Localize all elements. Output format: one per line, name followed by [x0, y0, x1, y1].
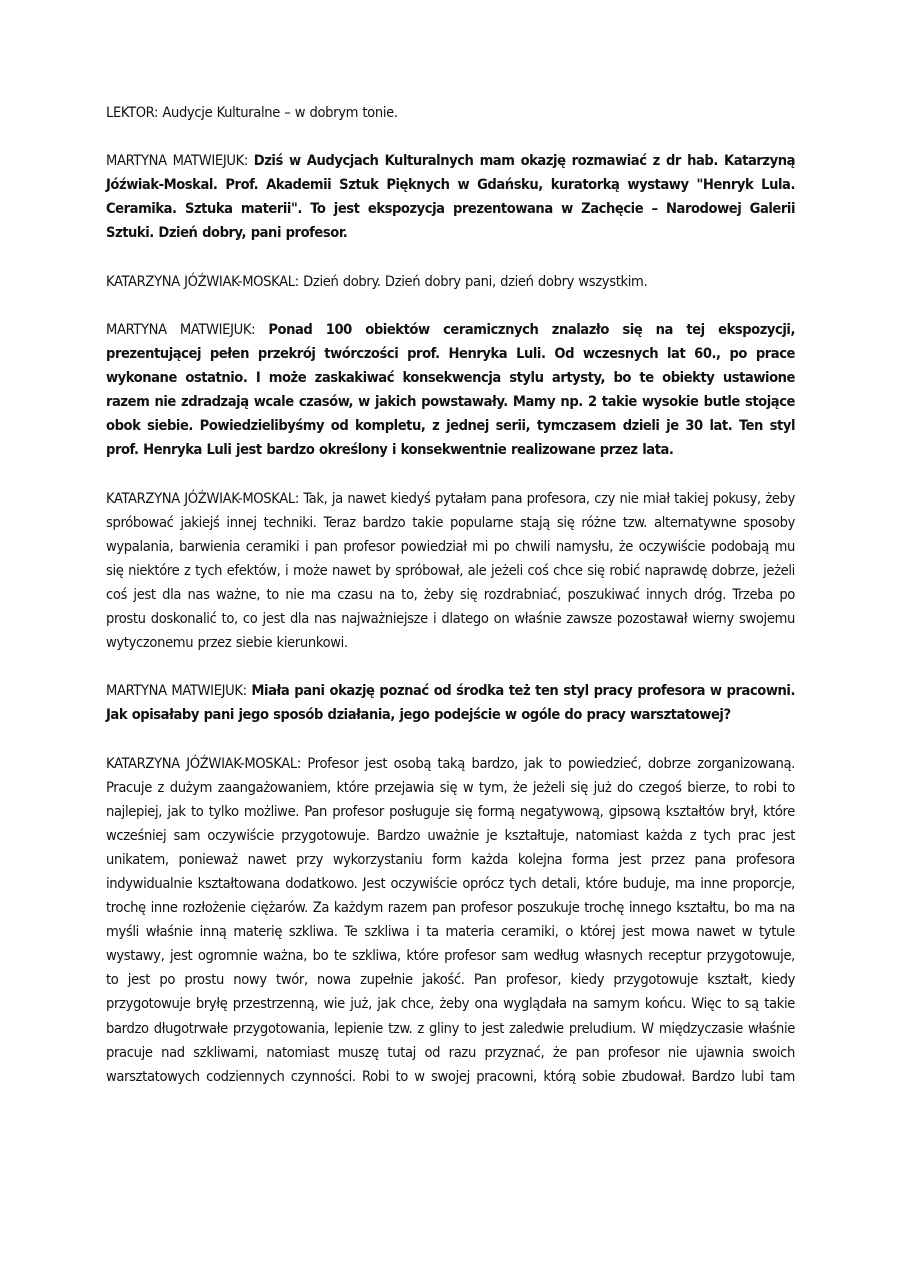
- document-page: [106, 101, 795, 1113]
- speaker-label: KATARZYNA JÓŹWIAK-MOSKAL:: [106, 754, 301, 772]
- speaker-label: MARTYNA MATWIEJUK:: [106, 320, 256, 338]
- paragraph-text: Tak, ja nawet kiedyś pytałam pana profesora, czy nie miał takiej pokusy, żeby spróbować jakiejś innej techniki. Teraz bardzo takie popularne stają się różne tzw. alternatywne sposoby wypalania, barwienia ceramiki i pan profesor powiedział mi po chwili namysłu, że oczywiście podobają mu się niektóre z tych efektów, i może nawet by spróbował, ale jeżeli coś chce się robić naprawdę dobrze, jeżeli coś jest dla nas ważne, to nie ma czasu na to, żeby się rozdrabniać, poszukiwać innych dróg. Trzeba po prostu doskonalić to, co jest dla nas najważniejsze i dlatego on właśnie zawsze pozostawał wierny swojemu wytyczonemu przez siebie kierunkowi.: [106, 489, 796, 652]
- paragraph-text: Ponad 100 obiektów ceramicznych znalazło się na tej ekspozycji, prezentującej pełen przekrój twórczości prof. Henryka Luli. Od wczesnych lat 60., po prace wykonane ostatnio. I może zaskakiwać konsekwencja stylu artysty, bo te obiekty ustawione razem nie zdradzają wcale czasów, w jakich powstawały. Mamy np. 2 takie wysokie butle stojące obok siebie. Powiedzielibyśmy od kompletu, z jednej serii, tymczasem dzieli je 30 lat. Ten styl prof. Henryka Luli jest bardzo określony i konsekwentnie realizowane przez lata.: [106, 320, 795, 459]
- paragraph-lektor-intro: [106, 101, 795, 125]
- paragraph-guest-answer-2: [106, 487, 795, 656]
- speaker-label: KATARZYNA JÓŹWIAK-MOSKAL:: [106, 272, 299, 290]
- paragraph-text: Profesor jest osobą taką bardzo, jak to powiedzieć, dobrze zorganizowaną. Pracuje z dużym zaangażowaniem, które przejawia się w tym, że jeżeli się już do czegoś bierze, to robi to najlepiej, jak to tylko możliwe. Pan profesor posługuje się formą negatywową, gipsową kształtów brył, które wcześniej sam oczywiście przygotowuje. Bardzo uważnie je kształtuje, natomiast każda z tych prac jest unikatem, ponieważ nawet przy wykorzystaniu form każda kolejna forma jest przez pana profesora indywidualnie kształtowana dodatkowo. Jest oczywiście oprócz tych detali, które buduje, ma inne proporcje, trochę inne rozłożenie ciężarów. Za każdym razem pan profesor poszukuje trochę innego kształtu, bo ma na myśli właśnie inną materię szkliwa. Te szkliwa i ta materia ceramiki, o której jest mowa nawet w tytule wystawy, jest ogromnie ważna, bo te szkliwa, które profesor sam według własnych receptur przygotowuje, to jest po prostu nowy twór, nowa zupełnie jakość. Pan profesor, kiedy przygotowuje kształt, kiedy przygotowuje bryłę przestrzenną, wie już, jak chce, żeby ona wyglądała na samym końcu. Więc to są takie bardzo długotrwałe przygotowania, lepienie tzw. z gliny to jest zaledwie preludium. W międzyczasie właśnie pracuje nad szkliwami, natomiast muszę tutaj od razu przyznać, że pan profesor nie ujawnia swoich warsztatowych codziennych czynności. Robi to w swojej pracowni, którą sobie zbudował. Bardzo lubi tam: [106, 754, 795, 1085]
- paragraph-text: Dziś w Audycjach Kulturalnych mam okazję rozmawiać z dr hab. Katarzyną Jóźwiak-Moskal. Prof. Akademii Sztuk Pięknych w Gdańsku, kuratorką wystawy "Henryk Lula. Ceramika. Sztuka materii". To jest ekspozycja prezentowana w Zachęcie – Narodowej Galerii Sztuki. Dzień dobry, pani profesor.: [106, 152, 796, 242]
- speaker-label: KATARZYNA JÓŹWIAK-MOSKAL:: [106, 489, 299, 507]
- speaker-label: MARTYNA MATWIEJUK:: [106, 152, 248, 170]
- paragraph-host-question-2: [106, 318, 795, 463]
- speaker-label: MARTYNA MATWIEJUK:: [106, 682, 247, 700]
- paragraph-guest-answer-1: [106, 270, 795, 294]
- paragraph-guest-answer-3: [106, 752, 795, 1089]
- paragraph-text: Audycje Kulturalne – w dobrym tonie.: [162, 104, 398, 121]
- paragraph-text: Dzień dobry. Dzień dobry pani, dzień dobry wszystkim.: [303, 272, 648, 290]
- paragraph-text: Miała pani okazję poznać od środka też ten styl pracy profesora w pracowni. Jak opisałaby pani jego sposób działania, jego podejście w ogóle do pracy warsztatowej?: [106, 682, 796, 724]
- paragraph-host-question-3: [106, 679, 795, 727]
- speaker-label: LEKTOR:: [106, 104, 159, 121]
- paragraph-host-question-1: [106, 149, 795, 245]
